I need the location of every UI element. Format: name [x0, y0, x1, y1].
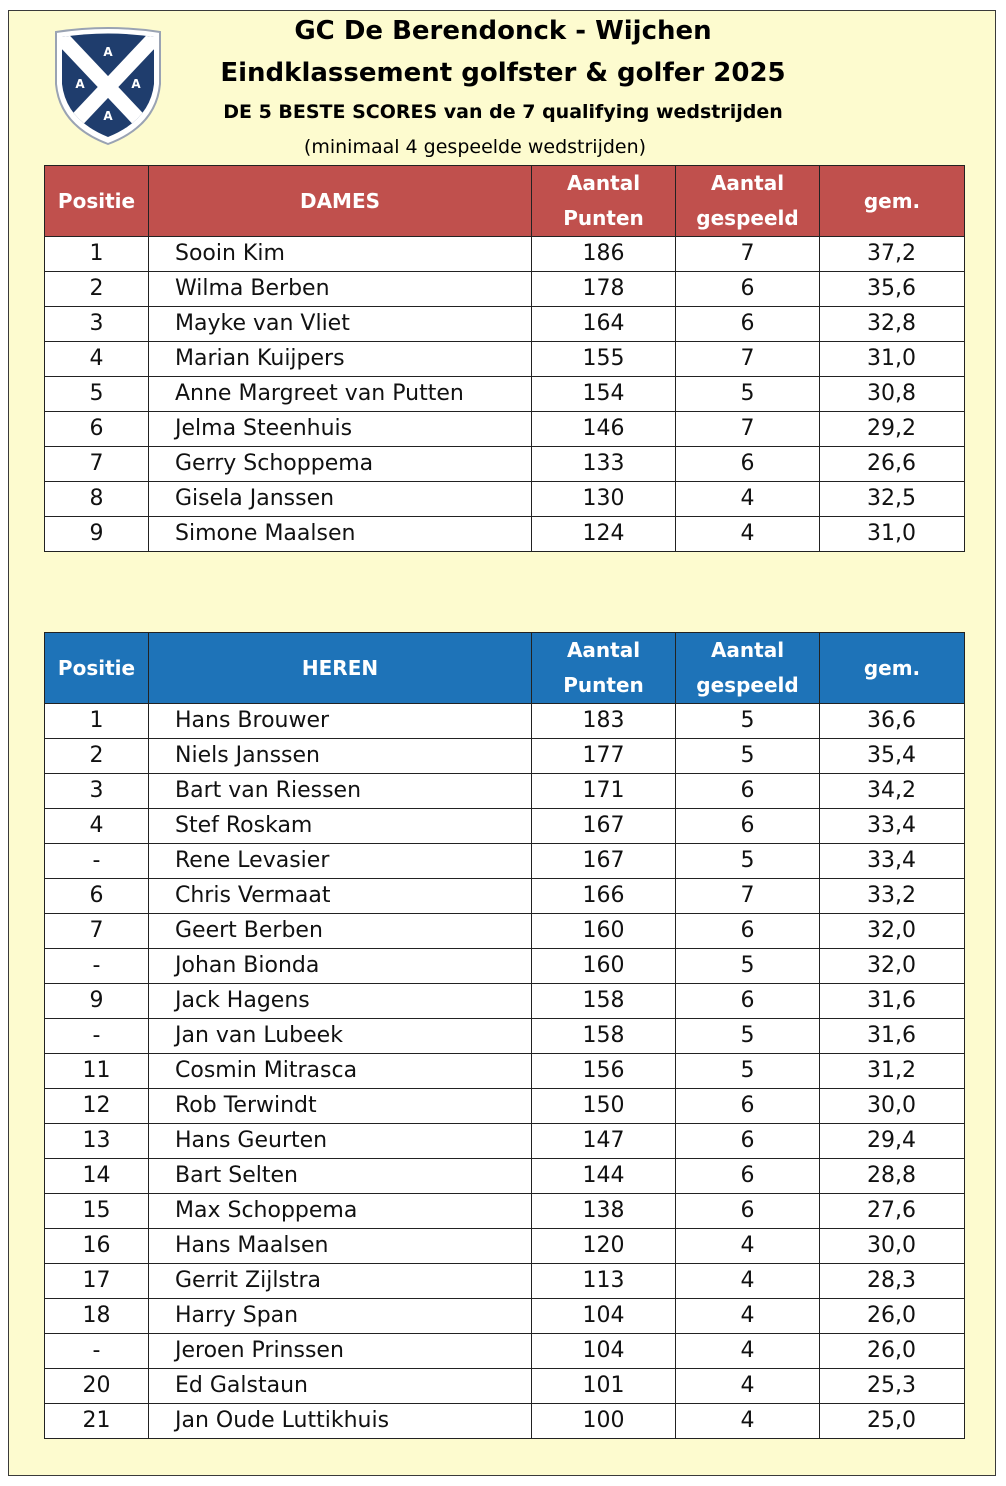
dames-header-row	[45, 166, 965, 237]
cell-punten: 113	[532, 1264, 676, 1299]
cell-name: Niels Janssen	[149, 739, 532, 774]
cell-positie: 8	[45, 482, 149, 517]
cell-name: Max Schoppema	[149, 1194, 532, 1229]
header-positie: Positie	[45, 633, 149, 704]
cell-positie: 5	[45, 377, 149, 412]
cell-positie: 14	[45, 1159, 149, 1194]
cell-gespeeld: 4	[676, 517, 820, 552]
cell-punten: 167	[532, 844, 676, 879]
table-row	[45, 412, 965, 447]
cell-gespeeld: 4	[676, 1334, 820, 1369]
cell-gespeeld: 4	[676, 1369, 820, 1404]
cell-positie: 3	[45, 774, 149, 809]
cell-gespeeld: 5	[676, 844, 820, 879]
cell-gem: 29,2	[820, 412, 965, 447]
cell-positie: -	[45, 949, 149, 984]
cell-name: Hans Maalsen	[149, 1229, 532, 1264]
table-row	[45, 1019, 965, 1054]
cell-positie: 9	[45, 984, 149, 1019]
cell-name: Harry Span	[149, 1299, 532, 1334]
cell-name: Simone Maalsen	[149, 517, 532, 552]
header-label: Punten	[563, 673, 644, 697]
cell-punten: 158	[532, 1019, 676, 1054]
cell-punten: 155	[532, 342, 676, 377]
cell-name: Hans Geurten	[149, 1124, 532, 1159]
cell-punten: 120	[532, 1229, 676, 1264]
cell-gem: 28,8	[820, 1159, 965, 1194]
cell-gespeeld: 4	[676, 482, 820, 517]
heren-table	[44, 632, 965, 1439]
cell-gem: 37,2	[820, 237, 965, 272]
cell-positie: 6	[45, 412, 149, 447]
cell-punten: 156	[532, 1054, 676, 1089]
cell-positie: 11	[45, 1054, 149, 1089]
table-row	[45, 342, 965, 377]
cell-gem: 31,0	[820, 342, 965, 377]
cell-name: Geert Berben	[149, 914, 532, 949]
cell-gem: 26,6	[820, 447, 965, 482]
cell-punten: 144	[532, 1159, 676, 1194]
header-gem: gem.	[820, 633, 965, 704]
cell-positie: -	[45, 1019, 149, 1054]
cell-gem: 28,3	[820, 1264, 965, 1299]
cell-name: Anne Margreet van Putten	[149, 377, 532, 412]
cell-gespeeld: 6	[676, 447, 820, 482]
cell-name: Chris Vermaat	[149, 879, 532, 914]
cell-name: Bart Selten	[149, 1159, 532, 1194]
cell-name: Gerry Schoppema	[149, 447, 532, 482]
table-row	[45, 517, 965, 552]
cell-gespeeld: 6	[676, 984, 820, 1019]
header-aantal-gespeeld	[676, 633, 820, 704]
table-row	[45, 1299, 965, 1334]
cell-punten: 177	[532, 739, 676, 774]
table-row	[45, 1054, 965, 1089]
cell-gem: 29,4	[820, 1124, 965, 1159]
header-label: Aantal	[710, 171, 785, 195]
cell-gem: 34,2	[820, 774, 965, 809]
svg-text:A: A	[103, 109, 113, 123]
cell-punten: 171	[532, 774, 676, 809]
table-row	[45, 1334, 965, 1369]
cell-gespeeld: 7	[676, 412, 820, 447]
header-label: Aantal	[710, 638, 785, 662]
cell-gespeeld: 7	[676, 237, 820, 272]
table-row	[45, 774, 965, 809]
cell-gem: 31,6	[820, 1019, 965, 1054]
table-row	[45, 844, 965, 879]
cell-gem: 35,4	[820, 739, 965, 774]
cell-name: Sooin Kim	[149, 237, 532, 272]
table-row	[45, 447, 965, 482]
table-row	[45, 739, 965, 774]
cell-positie: 1	[45, 704, 149, 739]
cell-punten: 124	[532, 517, 676, 552]
cell-positie: 16	[45, 1229, 149, 1264]
cell-name: Johan Bionda	[149, 949, 532, 984]
cell-punten: 150	[532, 1089, 676, 1124]
cell-positie: 2	[45, 272, 149, 307]
cell-gespeeld: 6	[676, 1159, 820, 1194]
cell-gespeeld: 6	[676, 1194, 820, 1229]
table-row	[45, 1229, 965, 1264]
cell-gem: 30,0	[820, 1089, 965, 1124]
cell-positie: -	[45, 1334, 149, 1369]
cell-gem: 32,0	[820, 949, 965, 984]
cell-gespeeld: 4	[676, 1299, 820, 1334]
cell-gem: 31,6	[820, 984, 965, 1019]
cell-gem: 33,2	[820, 879, 965, 914]
cell-gem: 35,6	[820, 272, 965, 307]
cell-punten: 164	[532, 307, 676, 342]
header-aantal-punten	[532, 633, 676, 704]
table-row	[45, 1264, 965, 1299]
table-row	[45, 1194, 965, 1229]
cell-gespeeld: 7	[676, 879, 820, 914]
page-subtitle: Eindklassement golfster & golfer 2025	[220, 58, 786, 88]
cell-name: Jan Oude Luttikhuis	[149, 1404, 532, 1439]
cell-name: Gerrit Zijlstra	[149, 1264, 532, 1299]
heren-header-row	[45, 633, 965, 704]
table-row	[45, 237, 965, 272]
cell-punten: 167	[532, 809, 676, 844]
cell-name: Mayke van Vliet	[149, 307, 532, 342]
cell-punten: 101	[532, 1369, 676, 1404]
cell-punten: 178	[532, 272, 676, 307]
cell-gem: 32,8	[820, 307, 965, 342]
cell-name: Jan van Lubeek	[149, 1019, 532, 1054]
table-row	[45, 1369, 965, 1404]
cell-gem: 30,0	[820, 1229, 965, 1264]
cell-punten: 138	[532, 1194, 676, 1229]
table-row	[45, 879, 965, 914]
cell-punten: 130	[532, 482, 676, 517]
cell-name: Jelma Steenhuis	[149, 412, 532, 447]
cell-positie: 21	[45, 1404, 149, 1439]
cell-positie: 4	[45, 809, 149, 844]
cell-gespeeld: 6	[676, 1124, 820, 1159]
cell-punten: 183	[532, 704, 676, 739]
cell-gespeeld: 6	[676, 307, 820, 342]
cell-punten: 160	[532, 914, 676, 949]
cell-gem: 32,5	[820, 482, 965, 517]
cell-name: Rob Terwindt	[149, 1089, 532, 1124]
dames-table	[44, 165, 965, 552]
table-row	[45, 1404, 965, 1439]
header-aantal-punten	[532, 166, 676, 237]
header-dames: DAMES	[149, 166, 532, 237]
table-row	[45, 377, 965, 412]
cell-name: Wilma Berben	[149, 272, 532, 307]
cell-gespeeld: 6	[676, 272, 820, 307]
page-title: GC De Berendonck - Wijchen	[294, 16, 712, 46]
cell-punten: 186	[532, 237, 676, 272]
cell-name: Cosmin Mitrasca	[149, 1054, 532, 1089]
cell-name: Bart van Riessen	[149, 774, 532, 809]
header-gem: gem.	[820, 166, 965, 237]
cell-positie: 20	[45, 1369, 149, 1404]
cell-gespeeld: 4	[676, 1404, 820, 1439]
cell-name: Hans Brouwer	[149, 704, 532, 739]
cell-positie: 17	[45, 1264, 149, 1299]
cell-positie: 9	[45, 517, 149, 552]
cell-gem: 36,6	[820, 704, 965, 739]
cell-gespeeld: 4	[676, 1264, 820, 1299]
cell-gem: 33,4	[820, 809, 965, 844]
cell-positie: 7	[45, 447, 149, 482]
cell-name: Jeroen Prinssen	[149, 1334, 532, 1369]
cell-positie: -	[45, 844, 149, 879]
cell-punten: 147	[532, 1124, 676, 1159]
svg-text:A: A	[103, 45, 113, 59]
cell-gespeeld: 5	[676, 1019, 820, 1054]
cell-gem: 26,0	[820, 1299, 965, 1334]
cell-punten: 146	[532, 412, 676, 447]
cell-gem: 25,3	[820, 1369, 965, 1404]
table-row	[45, 1124, 965, 1159]
cell-gem: 25,0	[820, 1404, 965, 1439]
header-positie: Positie	[45, 166, 149, 237]
cell-punten: 160	[532, 949, 676, 984]
cell-gespeeld: 4	[676, 1229, 820, 1264]
cell-positie: 6	[45, 879, 149, 914]
table-row	[45, 704, 965, 739]
header-label: Aantal	[566, 638, 641, 662]
cell-gem: 33,4	[820, 844, 965, 879]
cell-gespeeld: 6	[676, 774, 820, 809]
cell-gespeeld: 6	[676, 914, 820, 949]
cell-positie: 18	[45, 1299, 149, 1334]
table-row	[45, 1159, 965, 1194]
svg-text:A: A	[131, 77, 141, 91]
table-row	[45, 949, 965, 984]
cell-positie: 4	[45, 342, 149, 377]
cell-positie: 7	[45, 914, 149, 949]
cell-punten: 154	[532, 377, 676, 412]
cell-punten: 133	[532, 447, 676, 482]
header-label: Aantal	[566, 171, 641, 195]
cell-gespeeld: 5	[676, 949, 820, 984]
cell-punten: 166	[532, 879, 676, 914]
cell-positie: 2	[45, 739, 149, 774]
table-row	[45, 1089, 965, 1124]
cell-gespeeld: 5	[676, 739, 820, 774]
page-note: (minimaal 4 gespeelde wedstrijden)	[303, 136, 647, 158]
cell-name: Jack Hagens	[149, 984, 532, 1019]
cell-name: Rene Levasier	[149, 844, 532, 879]
cell-gem: 31,2	[820, 1054, 965, 1089]
cell-gespeeld: 5	[676, 377, 820, 412]
cell-gem: 31,0	[820, 517, 965, 552]
table-row	[45, 984, 965, 1019]
header-label: Punten	[563, 206, 644, 230]
cell-gem: 27,6	[820, 1194, 965, 1229]
cell-gespeeld: 5	[676, 704, 820, 739]
cell-punten: 104	[532, 1334, 676, 1369]
cell-gespeeld: 7	[676, 342, 820, 377]
header-aantal-gespeeld	[676, 166, 820, 237]
cell-punten: 100	[532, 1404, 676, 1439]
cell-gespeeld: 6	[676, 809, 820, 844]
table-row	[45, 809, 965, 844]
cell-name: Ed Galstaun	[149, 1369, 532, 1404]
cell-gespeeld: 5	[676, 1054, 820, 1089]
header-heren: HEREN	[149, 633, 532, 704]
cell-positie: 15	[45, 1194, 149, 1229]
header-label: gespeeld	[696, 673, 799, 697]
cell-positie: 12	[45, 1089, 149, 1124]
table-row	[45, 482, 965, 517]
svg-text:A: A	[75, 77, 85, 91]
table-row	[45, 307, 965, 342]
cell-gespeeld: 6	[676, 1089, 820, 1124]
cell-punten: 104	[532, 1299, 676, 1334]
header-label: gespeeld	[696, 206, 799, 230]
cell-name: Marian Kuijpers	[149, 342, 532, 377]
cell-positie: 13	[45, 1124, 149, 1159]
page-description: DE 5 BESTE SCORES van de 7 qualifying wedstrijden	[223, 101, 783, 123]
cell-gem: 30,8	[820, 377, 965, 412]
cell-gem: 26,0	[820, 1334, 965, 1369]
cell-positie: 1	[45, 237, 149, 272]
table-row	[45, 914, 965, 949]
table-row	[45, 272, 965, 307]
cell-name: Gisela Janssen	[149, 482, 532, 517]
cell-positie: 3	[45, 307, 149, 342]
cell-gem: 32,0	[820, 914, 965, 949]
cell-punten: 158	[532, 984, 676, 1019]
cell-name: Stef Roskam	[149, 809, 532, 844]
